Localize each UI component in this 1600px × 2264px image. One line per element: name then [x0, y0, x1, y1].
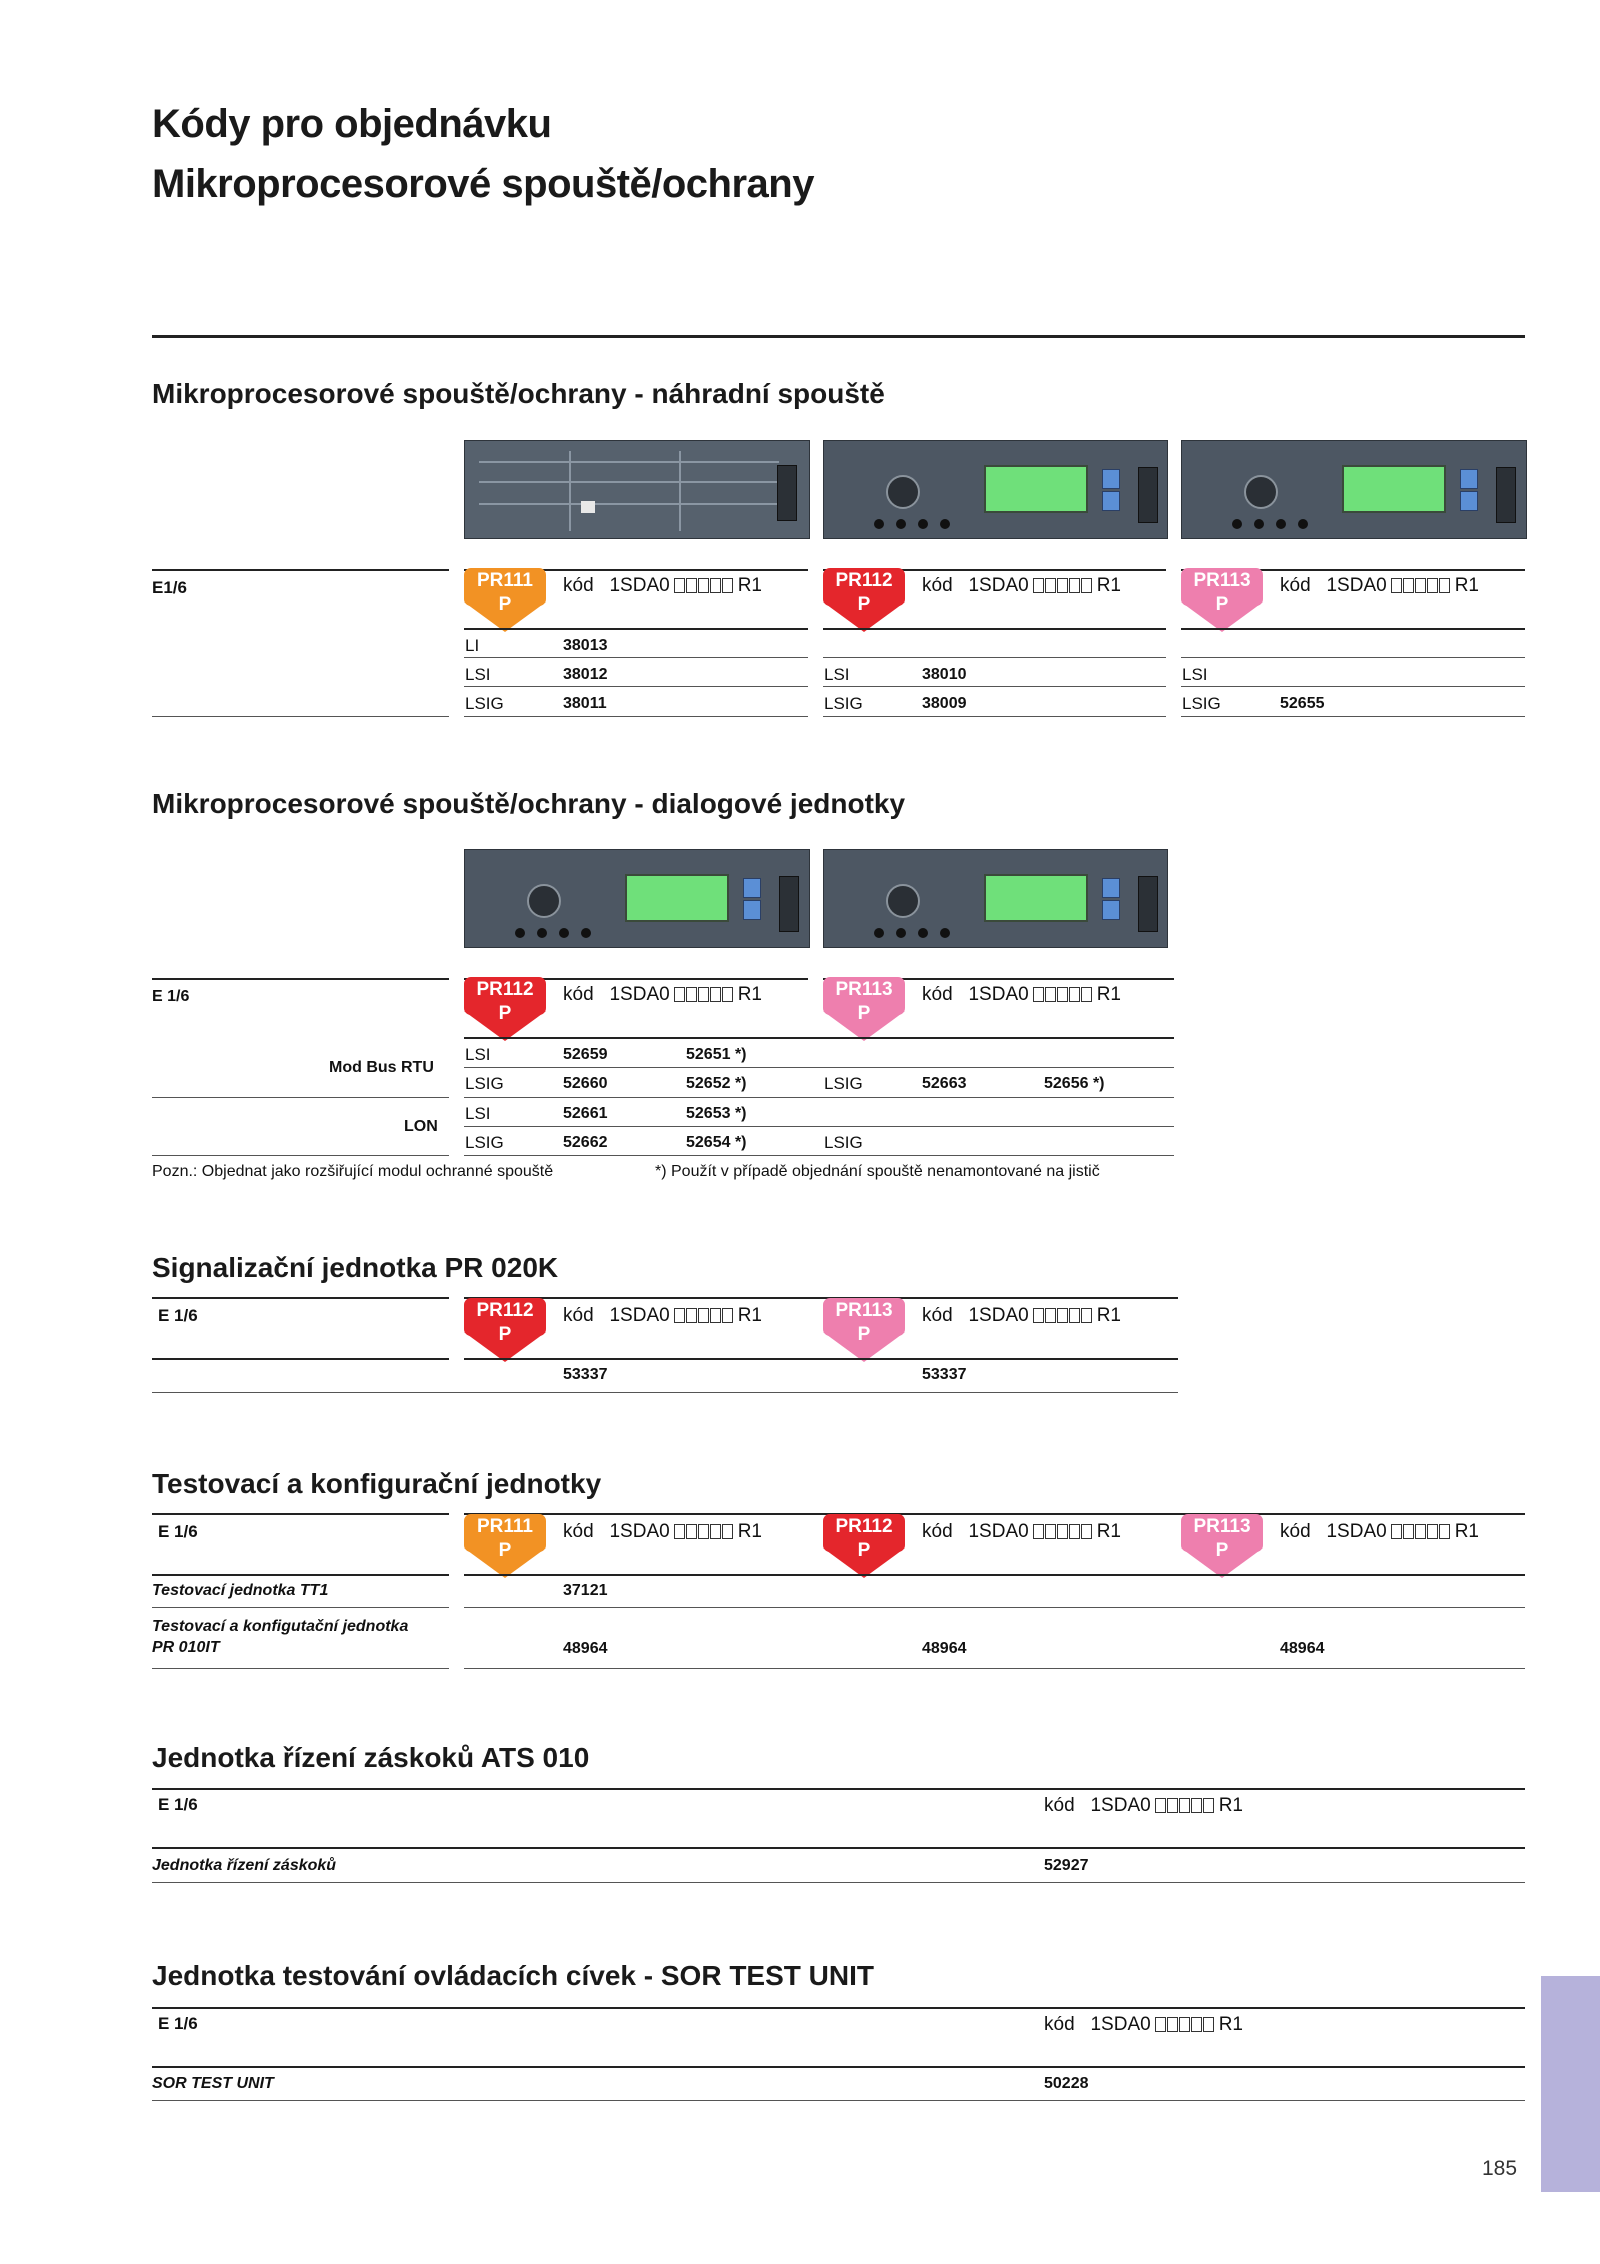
test-config-unit-label: Testovací a konfigutační jednotka	[152, 1618, 409, 1635]
order-code: 38009	[922, 695, 967, 712]
protection-type: LSIG	[824, 694, 863, 713]
order-code-pattern: kód 1SDA0 R1	[922, 1521, 1121, 1542]
order-code: 52927	[1044, 1857, 1089, 1874]
order-code-loose: 52651 *)	[686, 1046, 747, 1063]
order-code: 52662	[563, 1134, 608, 1151]
protection-type: LSIG	[465, 694, 504, 713]
order-code-pattern: kód 1SDA0 R1	[1044, 2014, 1243, 2035]
order-code: 48964	[563, 1640, 608, 1657]
page-number: 185	[1482, 2157, 1518, 2180]
protection-type: LSI	[465, 1104, 491, 1123]
pr112-badge: PR112 P	[464, 977, 546, 1041]
order-code: 38011	[563, 695, 607, 712]
order-code-pattern: kód 1SDA0 R1	[563, 575, 762, 596]
frame-size-label: E 1/6	[158, 2014, 198, 2033]
pr111-product-image	[464, 440, 810, 539]
frame-size-label: E 1/6	[158, 1522, 198, 1541]
order-code: 52655	[1280, 695, 1325, 712]
modbus-group-label: Mod Bus RTU	[329, 1059, 434, 1076]
ats-unit-label: Jednotka řízení záskoků	[152, 1857, 337, 1874]
frame-size-label: E 1/6	[158, 1306, 198, 1325]
section-title-replacement-trips: Mikroprocesorové spouště/ochrany - náhradní spouště	[152, 378, 885, 409]
frame-size-label: E 1/6	[158, 1795, 198, 1814]
footnote-asterisk: *) Použít v případě objednání spouště nenamontované na jistič	[655, 1163, 1100, 1180]
order-code: 38013	[563, 637, 608, 654]
order-code: 53337	[563, 1366, 608, 1383]
protection-type: LSIG	[824, 1074, 863, 1093]
section-title-signal-unit: Signalizační jednotka PR 020K	[152, 1252, 559, 1283]
chapter-tab	[1541, 1976, 1600, 2192]
section-title-sor-test: Jednotka testování ovládacích cívek - SOR TEST UNIT	[152, 1960, 874, 1991]
order-code: 38010	[922, 666, 967, 683]
frame-size-label: E 1/6	[152, 988, 190, 1005]
pr113-badge: PR113 P	[823, 977, 905, 1041]
protection-type: LSI	[465, 1045, 491, 1064]
test-config-unit-model: PR 010IT	[152, 1639, 220, 1656]
section-title-dialog-units: Mikroprocesorové spouště/ochrany - dialogové jednotky	[152, 788, 906, 819]
protection-type: LSI	[465, 665, 491, 684]
order-code-pattern: kód 1SDA0 R1	[922, 984, 1121, 1005]
page-subtitle: Mikroprocesorové spouště/ochrany	[152, 162, 814, 206]
order-code-loose: 52653 *)	[686, 1105, 747, 1122]
protection-type: LSI	[1182, 665, 1208, 684]
section-title-test-units: Testovací a konfigurační jednotky	[152, 1468, 602, 1499]
test-unit-tt1-label: Testovací jednotka TT1	[152, 1582, 329, 1599]
footnote-module: Pozn.: Objednat jako rozšiřující modul ochranné spouště	[152, 1163, 554, 1180]
page-title: Kódy pro objednávku	[152, 102, 552, 146]
lon-group-label: LON	[404, 1118, 438, 1135]
protection-type: LI	[465, 636, 480, 655]
order-code: 52660	[563, 1075, 608, 1092]
divider	[152, 335, 1525, 338]
protection-type: LSI	[824, 665, 850, 684]
order-code: 37121	[563, 1582, 608, 1599]
order-code: 50228	[1044, 2075, 1089, 2092]
order-code-pattern: kód 1SDA0 R1	[922, 1305, 1121, 1326]
order-code-loose: 52656 *)	[1044, 1075, 1105, 1092]
pr113-badge: PR113 P	[1181, 568, 1263, 632]
section-title-ats: Jednotka řízení záskoků ATS 010	[152, 1742, 590, 1773]
frame-size-label: E1/6	[152, 578, 187, 597]
order-code: 52659	[563, 1046, 608, 1063]
order-code: 48964	[1280, 1640, 1325, 1657]
pr113-badge: PR113 P	[823, 1298, 905, 1362]
order-code-loose: 52652 *)	[686, 1075, 747, 1092]
sor-test-unit-label: SOR TEST UNIT	[152, 2075, 274, 2092]
order-code-pattern: kód 1SDA0 R1	[563, 1521, 762, 1542]
pr112-badge: PR112 P	[464, 1298, 546, 1362]
order-code: 52663	[922, 1075, 967, 1092]
order-code: 48964	[922, 1640, 967, 1657]
order-code-pattern: kód 1SDA0 R1	[1280, 1521, 1479, 1542]
order-code-pattern: kód 1SDA0 R1	[922, 575, 1121, 596]
pr113-product-image	[1181, 440, 1527, 539]
order-code-pattern: kód 1SDA0 R1	[563, 1305, 762, 1326]
pr112-badge: PR112 P	[823, 568, 905, 632]
protection-type: LSIG	[824, 1133, 863, 1152]
order-code-pattern: kód 1SDA0 R1	[1044, 1795, 1243, 1816]
pr112-product-image	[823, 440, 1168, 539]
order-code-pattern: kód 1SDA0 R1	[563, 984, 762, 1005]
pr113-badge: PR113 P	[1181, 1514, 1263, 1578]
order-code: 53337	[922, 1366, 967, 1383]
pr112-dialog-image	[464, 849, 810, 948]
order-code: 52661	[563, 1105, 608, 1122]
protection-type: LSIG	[465, 1133, 504, 1152]
order-code-loose: 52654 *)	[686, 1134, 747, 1151]
protection-type: LSIG	[465, 1074, 504, 1093]
pr111-badge: PR111 P	[464, 1514, 546, 1578]
pr112-badge: PR112 P	[823, 1514, 905, 1578]
order-code-pattern: kód 1SDA0 R1	[1280, 575, 1479, 596]
pr111-badge: PR111 P	[464, 568, 546, 632]
protection-type: LSIG	[1182, 694, 1221, 713]
pr113-dialog-image	[823, 849, 1168, 948]
order-code: 38012	[563, 666, 608, 683]
